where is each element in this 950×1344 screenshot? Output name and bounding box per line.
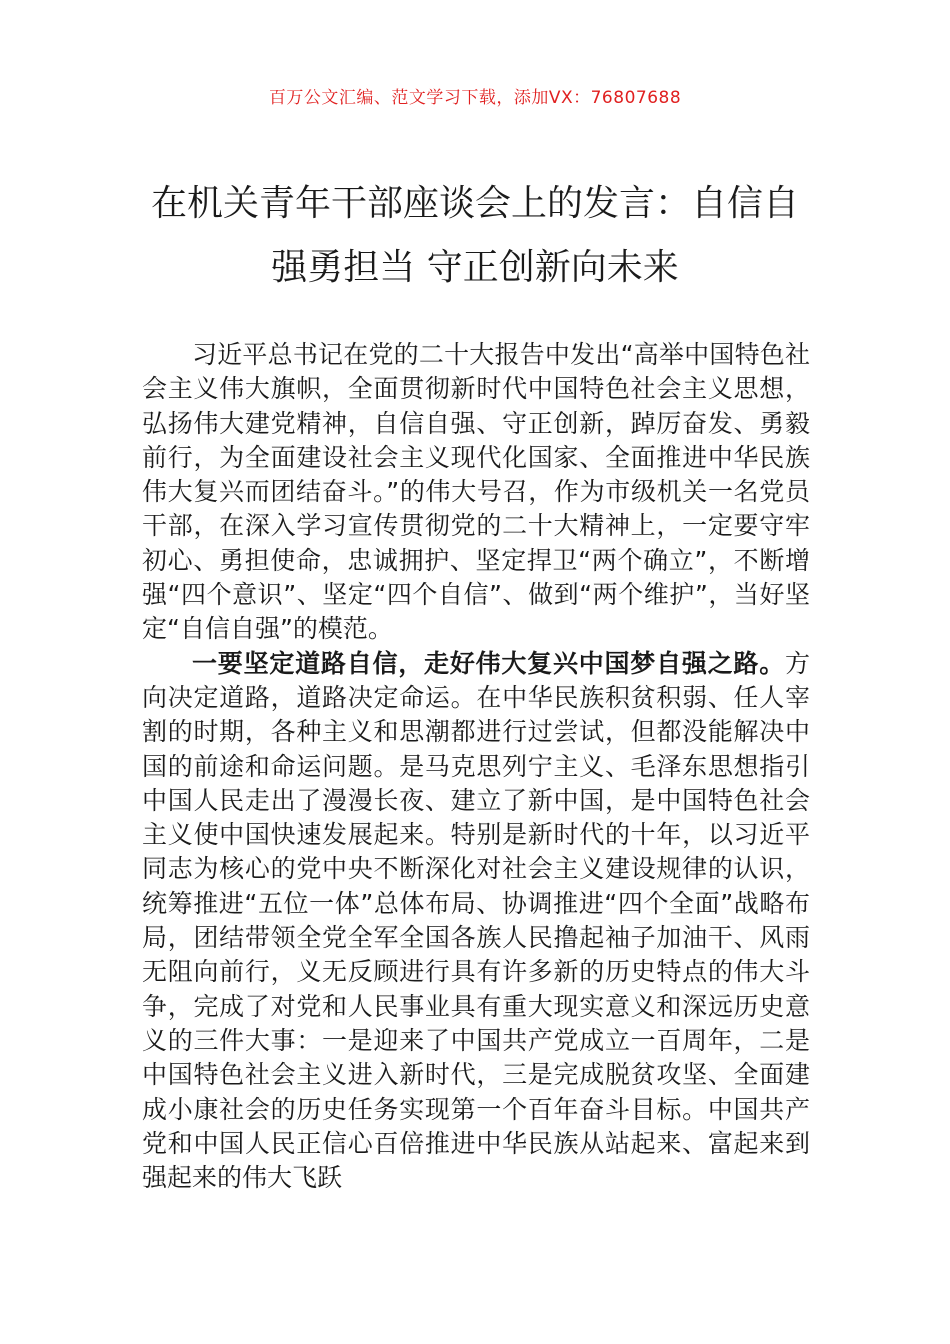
document-body <box>142 338 810 1195</box>
paragraph-text: 方向决定道路，道路决定命运。在中华民族积贫积弱、任人宰割的时期，各种主义和思潮都进行过尝试，但都没能解决中国的前途和命运问题。是马克思列宁主义、毛泽东思想指引中国人民走出了漫漫长夜、建立了新中国，是中国特色社会主义使中国快速发展起来。特别是新时代的十年，以习近平同志为核心的党中央不断深化对社会主义建设规律的认识，统筹推进“五位一体”总体布局、协调推进“四个全面”战略布局，团结带领全党全军全国各族人民撸起袖子加油干、风雨无阻向前行，义无反顾进行具有许多新的历史特点的伟大斗争，完成了对党和人民事业具有重大现实意义和深远历史意义的三件大事：一是迎来了中国共产党成立一百周年，二是中国特色社会主义进入新时代，三是完成脱贫攻坚、全面建成小康社会的历史任务实现第一个百年奋斗目标。中国共产党和中国人民正信心百倍推进中华民族从站起来、富起来到强起来的伟大飞跃 <box>142 648 810 1193</box>
paragraph <box>142 338 810 647</box>
paragraph-text: 习近平总书记在党的二十大报告中发出“高举中国特色社会主义伟大旗帜，全面贯彻新时代中国特色社会主义思想，弘扬伟大建党精神，自信自强、守正创新，踔厉奋发、勇毅前行，为全面建设社会主义现代化国家、全面推进中华民族伟大复兴而团结奋斗。”的伟大号召，作为市级机关一名党员干部，在深入学习宣传贯彻党的二十大精神上，一定要守牢初心、勇担使命，忠诚拥护、坚定捍卫“两个确立”，不断增强“四个意识”、坚定“四个自信”、做到“两个维护”，当好坚定“自信自强”的模范。 <box>142 340 810 644</box>
paragraph <box>142 647 810 1196</box>
header-watermark-note: 百万公文汇编、范文学习下载，添加VX：76807688 <box>268 88 682 108</box>
document-title <box>130 172 820 300</box>
title-line-1: 在机关青年干部座谈会上的发言：自信自 <box>150 183 799 224</box>
paragraph-lead: 一要坚定道路自信，走好伟大复兴中国梦自强之路。 <box>192 648 785 678</box>
title-line-2: 强勇担当 守正创新向未来 <box>271 247 679 288</box>
